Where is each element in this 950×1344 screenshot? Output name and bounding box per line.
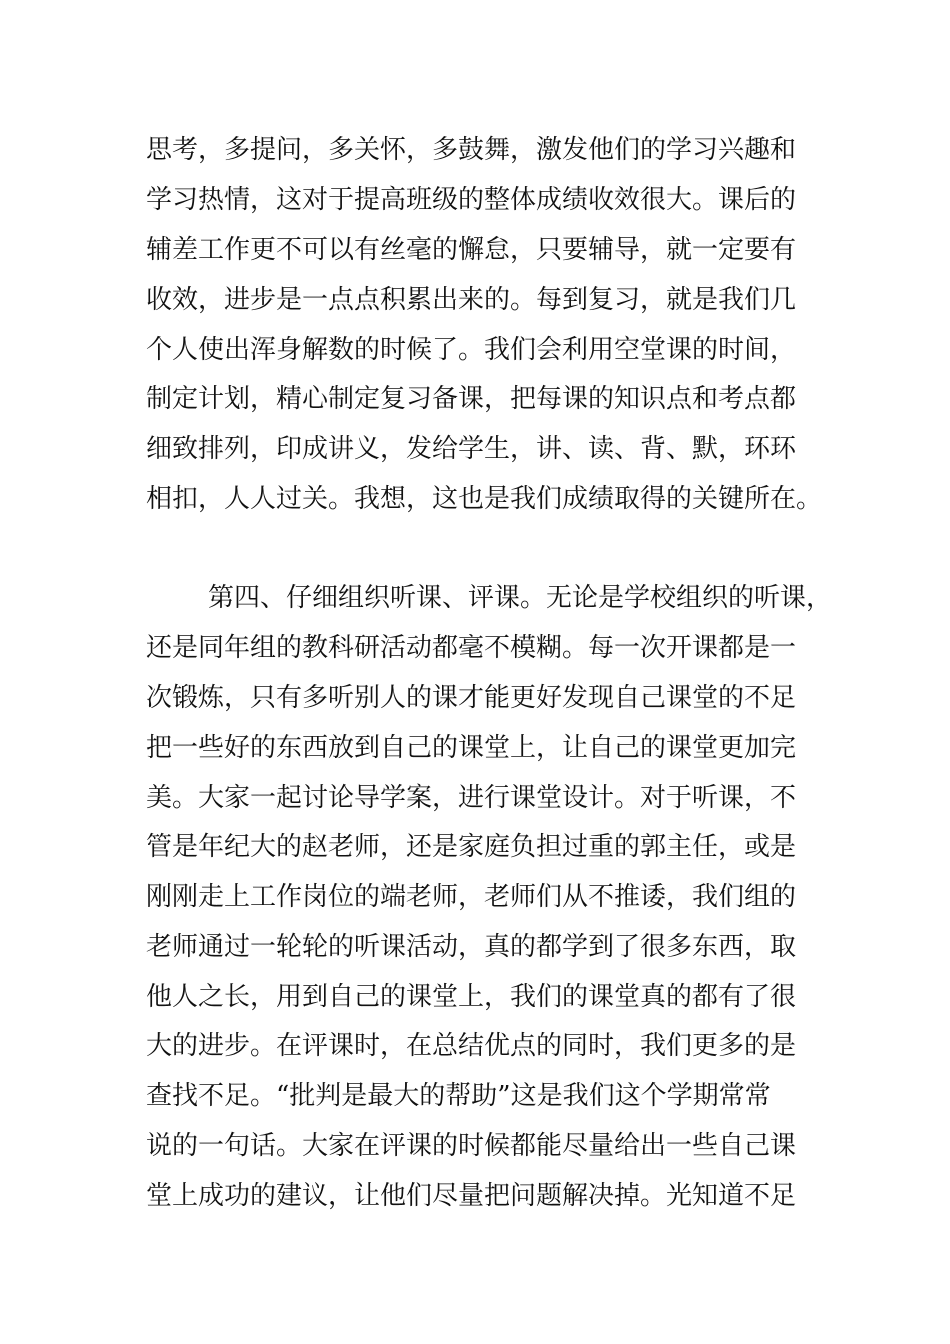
paragraph-2-line-3: 次锻炼，只有多听别人的课才能更好发现自己课堂的不足 [146, 683, 797, 713]
paragraph-1-line-3: 辅差工作更不可以有丝毫的懈怠，只要辅导，就一定要有 [146, 235, 797, 265]
paragraph-2-line-11: 查找不足。“批判是最大的帮助”这是我们这个学期常常 [146, 1081, 771, 1111]
paragraph-2-line-5: 美。大家一起讨论导学案，进行课堂设计。对于听课，不 [146, 783, 797, 813]
paragraph-2-line-12: 说的一句话。大家在评课的时候都能尽量给出一些自己课 [146, 1131, 797, 1161]
paragraph-1-line-6: 制定计划，精心制定复习备课，把每课的知识点和考点都 [146, 384, 797, 414]
paragraph-1-line-5: 个人使出浑身解数的时候了。我们会利用空堂课的时间， [146, 335, 797, 365]
paragraph-2-line-4: 把一些好的东西放到自己的课堂上，让自己的课堂更加完 [146, 733, 797, 763]
paragraph-2-line-8: 老师通过一轮轮的听课活动，真的都学到了很多东西，取 [146, 932, 797, 962]
paragraph-2-line-13: 堂上成功的建议，让他们尽量把问题解决掉。光知道不足 [146, 1181, 797, 1211]
paragraph-2-line-2: 还是同年组的教科研活动都毫不模糊。每一次开课都是一 [146, 633, 797, 663]
paragraph-2-line-6: 管是年纪大的赵老师，还是家庭负担过重的郭主任，或是 [146, 832, 797, 862]
paragraph-2-line-7: 刚刚走上工作岗位的端老师，老师们从不推诿，我们组的 [146, 882, 797, 912]
paragraph-1-line-1: 思考，多提问，多关怀，多鼓舞，激发他们的学习兴趣和 [146, 135, 797, 165]
paragraph-2-line-10: 大的进步。在评课时，在总结优点的同时，我们更多的是 [146, 1031, 797, 1061]
paragraph-1-line-2: 学习热情，这对于提高班级的整体成绩收效很大。课后的 [146, 185, 797, 215]
paragraph-1-line-4: 收效，进步是一点点积累出来的。每到复习，就是我们几 [146, 285, 797, 315]
paragraph-2-line-1: 第四、仔细组织听课、评课。无论是学校组织的听课， [208, 583, 833, 613]
paragraph-2-line-9: 他人之长，用到自己的课堂上，我们的课堂真的都有了很 [146, 982, 797, 1012]
paragraph-1-line-8: 相扣，人人过关。我想，这也是我们成绩取得的关键所在。 [146, 484, 823, 514]
paragraph-1-line-7: 细致排列，印成讲义，发给学生，讲、读、背、默，环环 [146, 434, 797, 464]
